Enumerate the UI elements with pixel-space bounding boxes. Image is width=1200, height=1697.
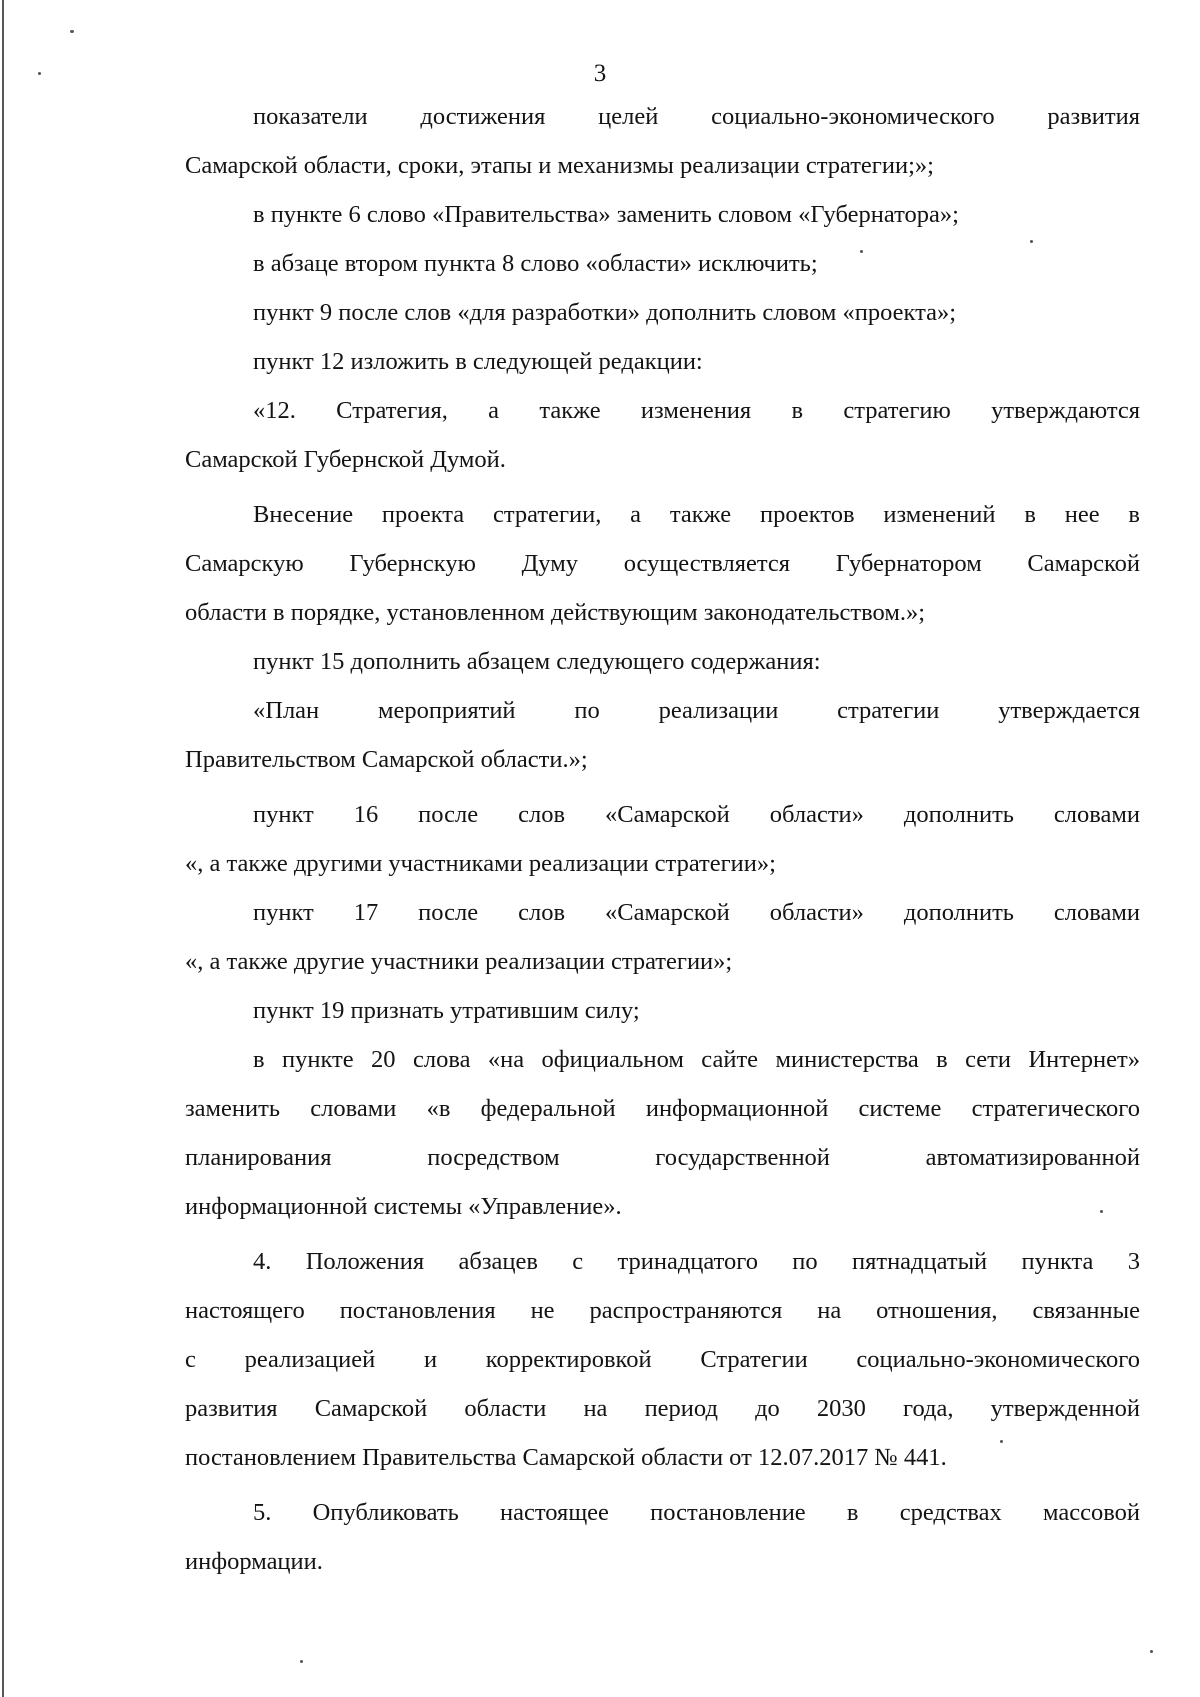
paragraph-line: Самарской области, сроки, этапы и механизмы реализации стратегии;»; (185, 152, 934, 179)
paragraph-line: пункт 19 признать утратившим силу; (253, 997, 640, 1024)
paragraph-line: в абзаце втором пункта 8 слово «области» исключить; (253, 250, 818, 277)
paragraph-line: заменить словами «в федеральной информационной системе стратегического (185, 1095, 1140, 1122)
paragraph-line: «, а также другие участники реализации стратегии»; (185, 948, 733, 975)
paragraph-line: пункт 12 изложить в следующей редакции: (253, 348, 703, 375)
paragraph-line: настоящего постановления не распространяются на отношения, связанные (185, 1297, 1140, 1324)
paragraph-line: пункт 16 после слов «Самарской области» дополнить словами (253, 801, 1140, 828)
paragraph-line: Правительством Самарской области.»; (185, 746, 588, 773)
paragraph-line: «, а также другими участниками реализации стратегии»; (185, 850, 776, 877)
paragraph-line: постановлением Правительства Самарской области от 12.07.2017 № 441. (185, 1444, 947, 1471)
paragraph-line: в пункте 6 слово «Правительства» заменить словом «Губернатора»; (253, 201, 959, 228)
paragraph-line: с реализацией и корректировкой Стратегии социально-экономического (185, 1346, 1140, 1373)
paragraph-line: 5. Опубликовать настоящее постановление в средствах массовой (253, 1499, 1140, 1526)
paragraph-line: в пункте 20 слова «на официальном сайте министерства в сети Интернет» (253, 1046, 1140, 1073)
paragraph-line: 4. Положения абзацев с тринадцатого по пятнадцатый пункта 3 (253, 1248, 1140, 1275)
paragraph-line: «План мероприятий по реализации стратегии утверждается (253, 697, 1140, 724)
scan-speck (1150, 1650, 1153, 1653)
scan-speck (70, 30, 74, 33)
paragraph-line: информации. (185, 1548, 323, 1575)
paragraph-line: показатели достижения целей социально-экономического развития (253, 103, 1140, 130)
paragraph-line: информационной системы «Управление». (185, 1193, 622, 1220)
scan-edge-line (2, 0, 4, 1697)
document-body (185, 92, 1140, 1586)
paragraph-line: Самарскую Губернскую Думу осуществляется Губернатором Самарской (185, 550, 1140, 577)
paragraph-line: «12. Стратегия, а также изменения в стратегию утверждаются (253, 397, 1140, 424)
paragraph-line: области в порядке, установленном действующим законодательством.»; (185, 599, 926, 626)
paragraph-line: пункт 17 после слов «Самарской области» дополнить словами (253, 899, 1140, 926)
paragraph-line: Внесение проекта стратегии, а также проектов изменений в нее в (253, 501, 1140, 528)
paragraph-line: Самарской Губернской Думой. (185, 446, 506, 473)
paragraph-line: пункт 9 после слов «для разработки» дополнить словом «проекта»; (253, 299, 957, 326)
paragraph-line: развития Самарской области на период до 2030 года, утвержденной (185, 1395, 1140, 1422)
paragraph-line: планирования посредством государственной автоматизированной (185, 1144, 1140, 1171)
paragraph-line: пункт 15 дополнить абзацем следующего содержания: (253, 648, 821, 675)
scan-speck (300, 1660, 303, 1663)
page-number: 3 (593, 60, 607, 87)
